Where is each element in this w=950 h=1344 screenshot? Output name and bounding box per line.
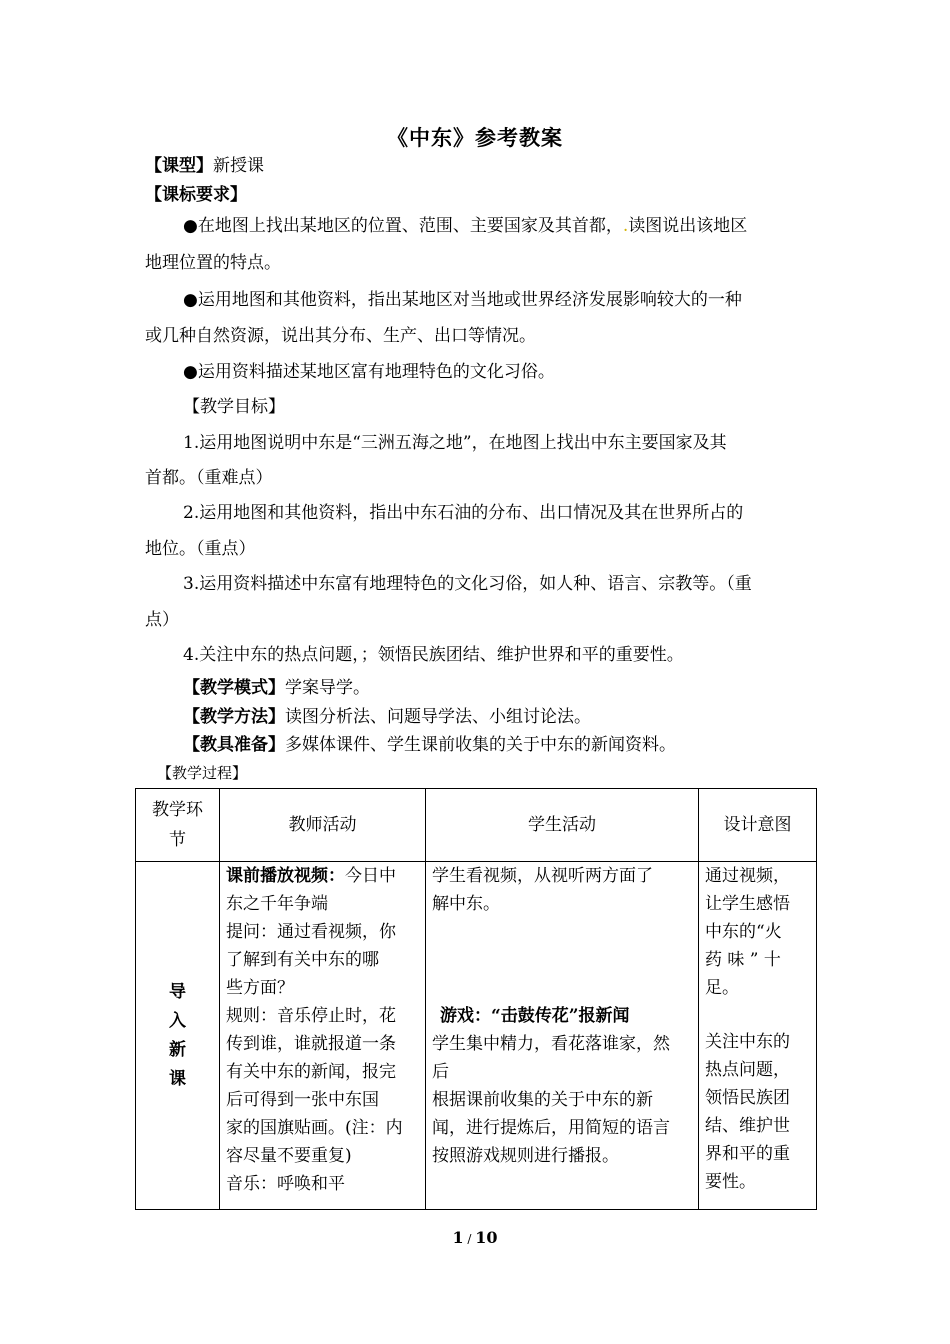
- page-title: 《中东》参考教案: [387, 125, 563, 150]
- standard-3-line1: ●运用资料描述某地区富有地理特色的文化习俗。: [183, 362, 555, 382]
- objective-1-line2: 首都。（重难点）: [145, 468, 273, 488]
- header-student: 学生活动: [426, 789, 699, 862]
- standard-1-line2: 地理位置的特点。: [145, 253, 281, 273]
- method-label: 【教学方法】: [183, 707, 285, 727]
- design-intent-cell: 通过视频， 让学生感悟 中东的“火 药 味 ” 十 足。 关注中东的 热点问题， 领悟民族团 结、维护世 界和平的重 要性。: [699, 862, 817, 1210]
- header-teacher: 教师活动: [220, 789, 426, 862]
- standards-heading: [145, 183, 810, 207]
- mode-value: 学案导学。: [285, 678, 370, 698]
- objectives-heading: 【教学目标】: [183, 397, 285, 417]
- prep-label: 【教具准备】: [183, 735, 285, 755]
- teacher-activity-cell: 课前播放视频：今日中 东之千年争端 提问：通过看视频，你 了解到有关中东的哪 些方面？ 规则：音乐停止时，花 传到谁，谁就报道一条 有关中东的新闻，报完 后可得到一张中东国 家的国旗贴画。(注：内 容尽量不要重复) 音乐：呼唤和平: [220, 862, 426, 1210]
- objective-3-line2: 点）: [145, 610, 179, 630]
- prep-value: 多媒体课件、学生课前收集的关于中东的新闻资料。: [285, 735, 676, 755]
- header-intent: 设计意图: [699, 789, 817, 862]
- course-type-value: 新授课: [213, 156, 264, 176]
- mode-label: 【教学模式】: [183, 678, 285, 698]
- objective-2-line1: 2.运用地图和其他资料，指出中东石油的分布、出口情况及其在世界所占的: [183, 503, 744, 523]
- teacher-lead: 课前播放视频：: [226, 866, 345, 886]
- table-row: [136, 862, 817, 1210]
- header-stage: 教学环 节: [136, 789, 220, 862]
- method-line: [183, 705, 810, 729]
- prep-line: [183, 733, 810, 757]
- highlight-mark: .: [622, 216, 629, 236]
- student-activity-cell: 学生看视频，从视听两方面了 解中东。 游戏：“击鼓传花”报新闻 学生集中精力，看花落谁家，然 后 根据课前收集的关于中东的新 闻，进行提炼后，用简短的语言 按照游戏规则进行播报。: [426, 862, 699, 1210]
- teaching-process-table: [135, 788, 817, 1210]
- method-value: 读图分析法、问题导学法、小组讨论法。: [285, 707, 591, 727]
- objective-4-line1: 4.关注中东的热点问题，；领悟民族团结、维护世界和平的重要性。: [183, 645, 684, 665]
- objective-2-line2: 地位。（重点）: [145, 539, 256, 559]
- standard-2-line2: 或几种自然资源，说出其分布、生产、出口等情况。: [145, 326, 536, 346]
- stage-cell: 导 入 新 课: [136, 862, 220, 1210]
- course-type-label: 【课型】: [145, 156, 213, 176]
- table-header-row: [136, 789, 817, 862]
- standards-label: 【课标要求】: [145, 185, 247, 205]
- objective-1-line1: 1.运用地图说明中东是“三洲五海之地”，在地图上找出中东主要国家及其: [183, 433, 727, 453]
- course-type-line: [145, 154, 810, 178]
- mode-line: [183, 676, 810, 700]
- standard-1-line1: ●在地图上找出某地区的位置、范围、主要国家及其首都，.读图说出该地区: [183, 216, 748, 236]
- game-title: 游戏：“击鼓传花”报新闻: [440, 1006, 630, 1026]
- process-heading: 【教学过程】: [157, 764, 248, 782]
- standard-2-line1: ●运用地图和其他资料，指出某地区对当地或世界经济发展影响较大的一种: [183, 290, 742, 310]
- objective-3-line1: 3.运用资料描述中东富有地理特色的文化习俗，如人种、语言、宗教等。（重: [183, 574, 752, 594]
- page-number: 1 / 10: [452, 1228, 498, 1247]
